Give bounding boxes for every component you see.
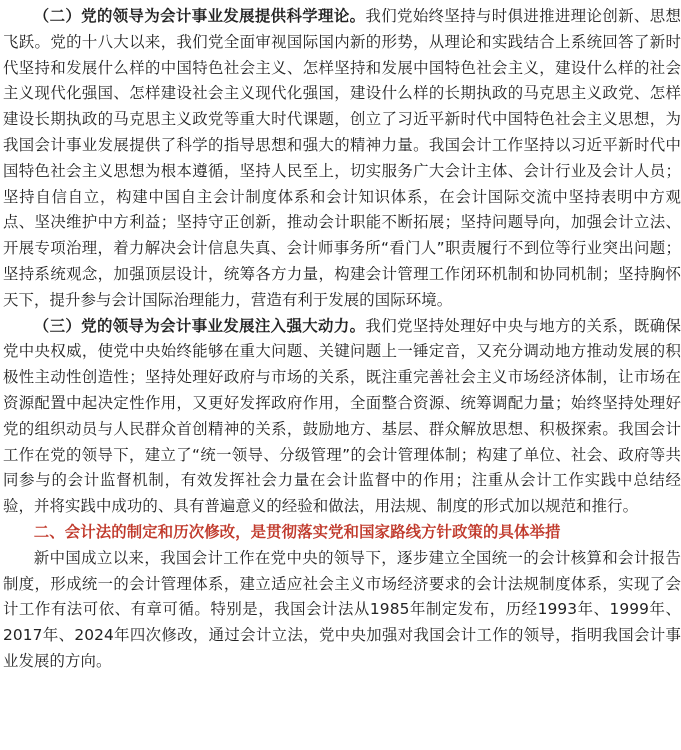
section-heading: 二、会计法的制定和历次修改，是贯彻落实党和国家路线方针政策的具体举措 (33, 522, 561, 541)
paragraph-theory (3, 4, 681, 314)
paragraph-momentum (3, 314, 681, 520)
paragraph-theory-lead: （二）党的领导为会计事业发展提供科学理论。 (33, 7, 366, 25)
paragraph-momentum-body: 我们党坚持处理好中央与地方的关系，既确保党中央权威，使党中央始终能够在重大问题、关键问题上一锤定音，又充分调动地方推动发展的积极性主动性创造性；坚持处理好政府与市场的关系，既注重完善社会主义市场经济体制，让市场在资源配置中起决定性作用，又更好发挥政府作用，全面整合资源、统筹调配力量；始终坚持处理好党的组织动员与人民群众首创精神的关系，鼓励地方、基层、群众解放思想、积极探索。我国会计工作在党的领导下，建立了“统一领导、分级管理”的会计管理体制；构建了单位、社会、政府等共同参与的会计监督机制，有效发挥社会力量在会计监督中的作用；注重从会计工作实践中总结经验，并将实践中成功的、具有普遍意义的经验和做法，用法规、制度的形式加以规范和推行。 (3, 316, 681, 516)
paragraph-theory-body: 我们党始终坚持与时俱进推进理论创新、思想飞跃。党的十八大以来，我们党全面审视国际国内新的形势，从理论和实践结合上系统回答了新时代坚持和发展什么样的中国特色社会主义、怎样坚持和发展中国特色社会主义，建设什么样的社会主义现代化强国、怎样建设社会主义现代化强国，建设什么样的长期执政的马克思主义政党、怎样建设长期执政的马克思主义政党等重大时代课题，创立了习近平新时代中国特色社会主义思想，为我国会计事业发展提供了科学的指导思想和强大的精神力量。我国会计工作坚持以习近平新时代中国特色社会主义思想为根本遵循，坚持人民至上，切实服务广大会计主体、会计行业及会计人员；坚持自信自立，构建中国自主会计制度体系和会计知识体系，在会计国际交流中坚持表明中方观点、坚决维护中方利益；坚持守正创新，推动会计职能不断拓展；坚持问题导向，加强会计立法、开展专项治理，着力解决会计信息失真、会计师事务所“看门人”职责履行不到位等行业突出问题；坚持系统观念，加强顶层设计，统筹各方力量，构建会计管理工作闭环机制和协同机制；坚持胸怀天下，提升参与会计国际治理能力，营造有利于发展的国际环境。 (3, 7, 681, 309)
paragraph-momentum-lead: （三）党的领导为会计事业发展注入强大动力。 (33, 316, 366, 335)
paragraph-legislation: 新中国成立以来，我国会计工作在党中央的领导下，逐步建立全国统一的会计核算和会计报告制度，形成统一的会计管理体系，建立适应社会主义市场经济要求的会计法规制度体系，实现了会计工作有法可依、有章可循。特别是，我国会计法从1985年制定发布，历经1993年、1999年、2017年、2024年四次修改，通过会计立法，党中央加强对我国会计工作的领导，指明我国会计事业发展的方向。 (3, 548, 681, 670)
